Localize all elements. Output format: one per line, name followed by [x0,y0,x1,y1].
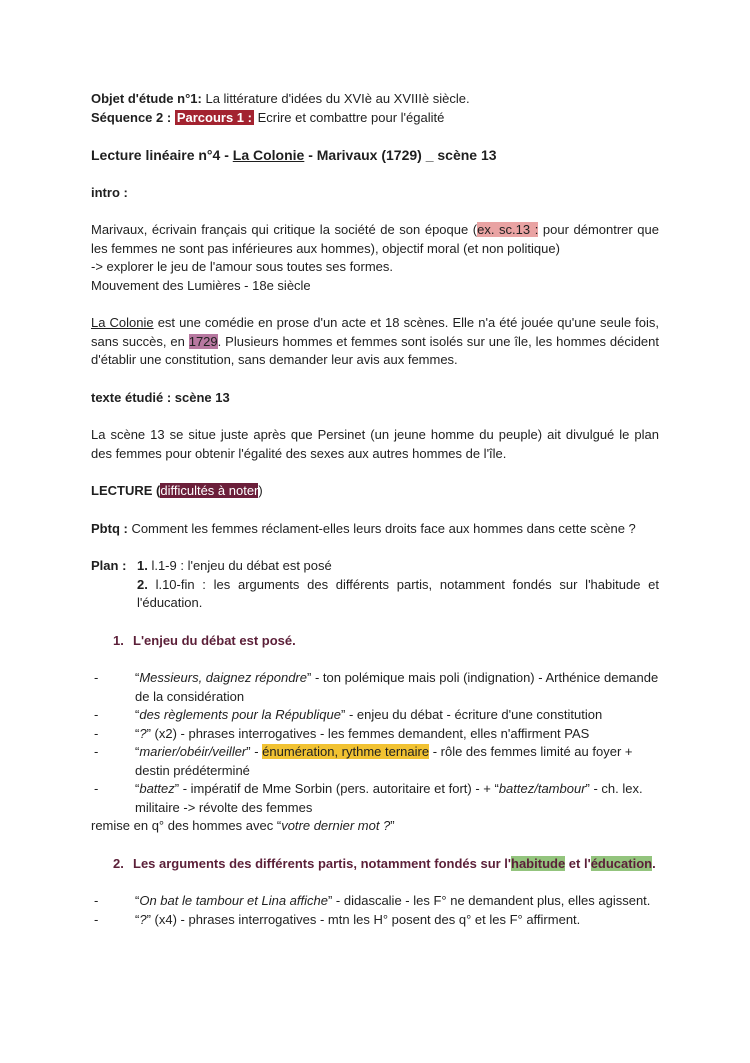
plan-label: Plan : [91,558,127,573]
quote-close: ” [307,670,312,685]
bullet-text: - enjeu du débat - écriture d'une constitution [345,707,603,722]
lecture-highlight: difficultés à noter [160,483,259,498]
lecture-suffix: - Marivaux (1729) _ scène 13 [304,147,497,163]
bullet-sep: - [250,744,263,759]
bullet-highlight: énumération, rythme ternaire [262,744,430,759]
list-item [91,892,659,911]
colonie-work: La Colonie [91,315,154,330]
texte-body: La scène 13 se situe juste après que Persinet (un jeune homme du peuple) ait divulgué le plan des femmes pour obtenir l'égalité des sexes aux autres hommes de l'île. [91,427,659,461]
plan-item-1 [137,557,659,576]
remise-quote: votre dernier mot ? [281,818,391,833]
remise-text: remise en q° des hommes avec [91,818,277,833]
bullet-dash: - [94,893,99,908]
document-page [91,90,659,929]
quote-text-2: battez/tambour [498,781,586,796]
bullet-text: - didascalie - les F° ne demandent plus, elles agissent. [332,893,651,908]
bullet-text: (x2) - phrases interrogatives - les femmes demandent, elles n'affirment PAS [150,725,590,741]
intro-paragraph [91,221,659,258]
parcours-label: Parcours 1 : [176,109,252,125]
quote-text: On bat le tambour et Lina affiche [139,893,328,908]
objet-text: La littérature d'idées du XVIè au XVIIIè siècle. [201,91,470,106]
quote-text: ? [139,725,147,741]
colonie-paragraph [91,314,659,370]
bullet-text: - impératif de Mme Sorbin (pers. autoritaire et fort) - + [179,781,495,796]
quote-open: “ [276,818,282,833]
pbtq-line [91,520,659,539]
list-item [91,725,659,744]
bullet-dash: - [94,911,99,927]
section-2-num: 2. [113,855,124,871]
section-2-highlight-1: habitude [511,855,566,871]
quote-close: ” [146,725,151,741]
plan-item-1-num: 1. [137,558,148,573]
colonie-year: 1729 [188,333,218,349]
colonie-text-b: . Plusieurs hommes et femmes sont isolés sur une île, les hommes décident d'établir une constitution, sans demander leur avis aux femmes. [91,333,660,367]
remise-line [91,817,659,836]
section-2-highlight-2: éducation [590,855,653,871]
plan-block [91,557,659,613]
bullet-dash: - [94,725,99,741]
pbtq-text: Comment les femmes réclament-elles leurs droits face aux hommes dans cette scène ? [127,520,636,536]
section-2-title-c: . [652,855,656,871]
section-2-heading [91,855,659,874]
sequence-line [91,109,659,128]
plan-item-2-num: 2. [137,576,148,592]
intro-text-b: pour démontrer que les femmes ne sont pas inférieures aux hommes), objectif moral (et non politique) [91,222,659,256]
intro-heading: intro : [91,184,128,200]
sequence-label: Séquence 2 : [91,109,175,125]
quote-open: “ [135,707,140,722]
texte-heading: texte étudié : scène 13 [91,389,230,405]
lecture-title [91,146,659,165]
quote-open: “ [135,744,140,759]
bullet-dash: - [94,707,99,722]
plan-item-2-text: l.10-fin : les arguments des différents partis, notamment fondés sur l'habitude et l'éducation. [137,576,659,610]
sequence-text: Ecrire et combattre pour l'égalité [253,109,445,125]
objet-label: Objet d'étude n°1: [91,91,202,106]
quote-close: ” [327,893,333,908]
list-item [91,669,659,706]
bullet-dash: - [94,670,99,685]
pbtq-label: Pbtq : [91,520,128,536]
list-item [91,706,659,725]
lecture-open: ( [152,483,161,498]
bullet-text: - ton polémique mais poli (indignation) - Arthénice demande de la considération [135,670,659,704]
bullet-text: (x4) - phrases interrogatives - mtn les H° posent des q° et les F° affirment. [150,911,581,927]
bullet-dash: - [94,744,99,759]
list-item [91,780,659,817]
lecture-label: LECTURE [91,483,153,498]
lecture-work: La Colonie [232,147,305,163]
quote-close: ” [390,818,395,833]
quote-open: “ [135,670,140,685]
quote-open: “ [494,781,499,796]
section-1-heading [91,632,659,651]
quote-text: Messieurs, daignez répondre [139,670,307,685]
intro-line3: Mouvement des Lumières - 18e siècle [91,277,311,293]
quote-open: “ [135,893,140,908]
section-2-title-b: et l' [565,855,591,871]
objet-line [91,90,659,109]
intro-text-a: Marivaux, écrivain français qui critique la société de son époque ( [91,222,478,237]
bullet-text: - rôle des femmes limité au foyer + destin prédéterminé [135,744,633,778]
section-2-title-a: Les arguments des différents partis, notamment fondés sur l' [133,855,512,871]
section-1-title: L'enjeu du débat est posé. [133,632,296,648]
quote-close: ” [340,707,346,722]
quote-close: ” [174,781,180,796]
quote-text: des règlements pour la République [139,707,341,722]
quote-open: “ [135,725,140,741]
quote-close: ” [146,911,151,927]
quote-text: battez [139,781,175,796]
plan-item-2 [137,576,659,613]
colonie-text-a: est une comédie en prose d'un acte et 18 scènes. Elle n'a été jouée qu'une seule fois, sans succès, en [91,315,659,349]
section-1-num: 1. [113,632,124,648]
quote-close: ” [246,744,251,759]
quote-close: ” [585,781,590,796]
quote-open: “ [135,911,140,927]
lecture-section-heading [91,482,659,501]
list-item [91,743,659,780]
quote-open: “ [135,781,140,796]
quote-text: ? [139,911,147,927]
plan-items [137,557,659,613]
plan-item-1-text: l.1-9 : l'enjeu du débat est posé [147,558,332,573]
bullet-text-2: - ch. lex. militaire -> révolte des femmes [135,781,643,815]
list-item [91,911,659,930]
lecture-close: ) [258,483,263,498]
section-2-title [133,855,659,874]
intro-line2: -> explorer le jeu de l'amour sous toutes ses formes. [91,259,393,274]
intro-highlight: ex. sc.13 : [477,222,539,237]
lecture-prefix: Lecture linéaire n°4 - [91,147,233,163]
quote-text: marier/obéir/veiller [139,744,247,759]
bullet-dash: - [94,781,99,796]
